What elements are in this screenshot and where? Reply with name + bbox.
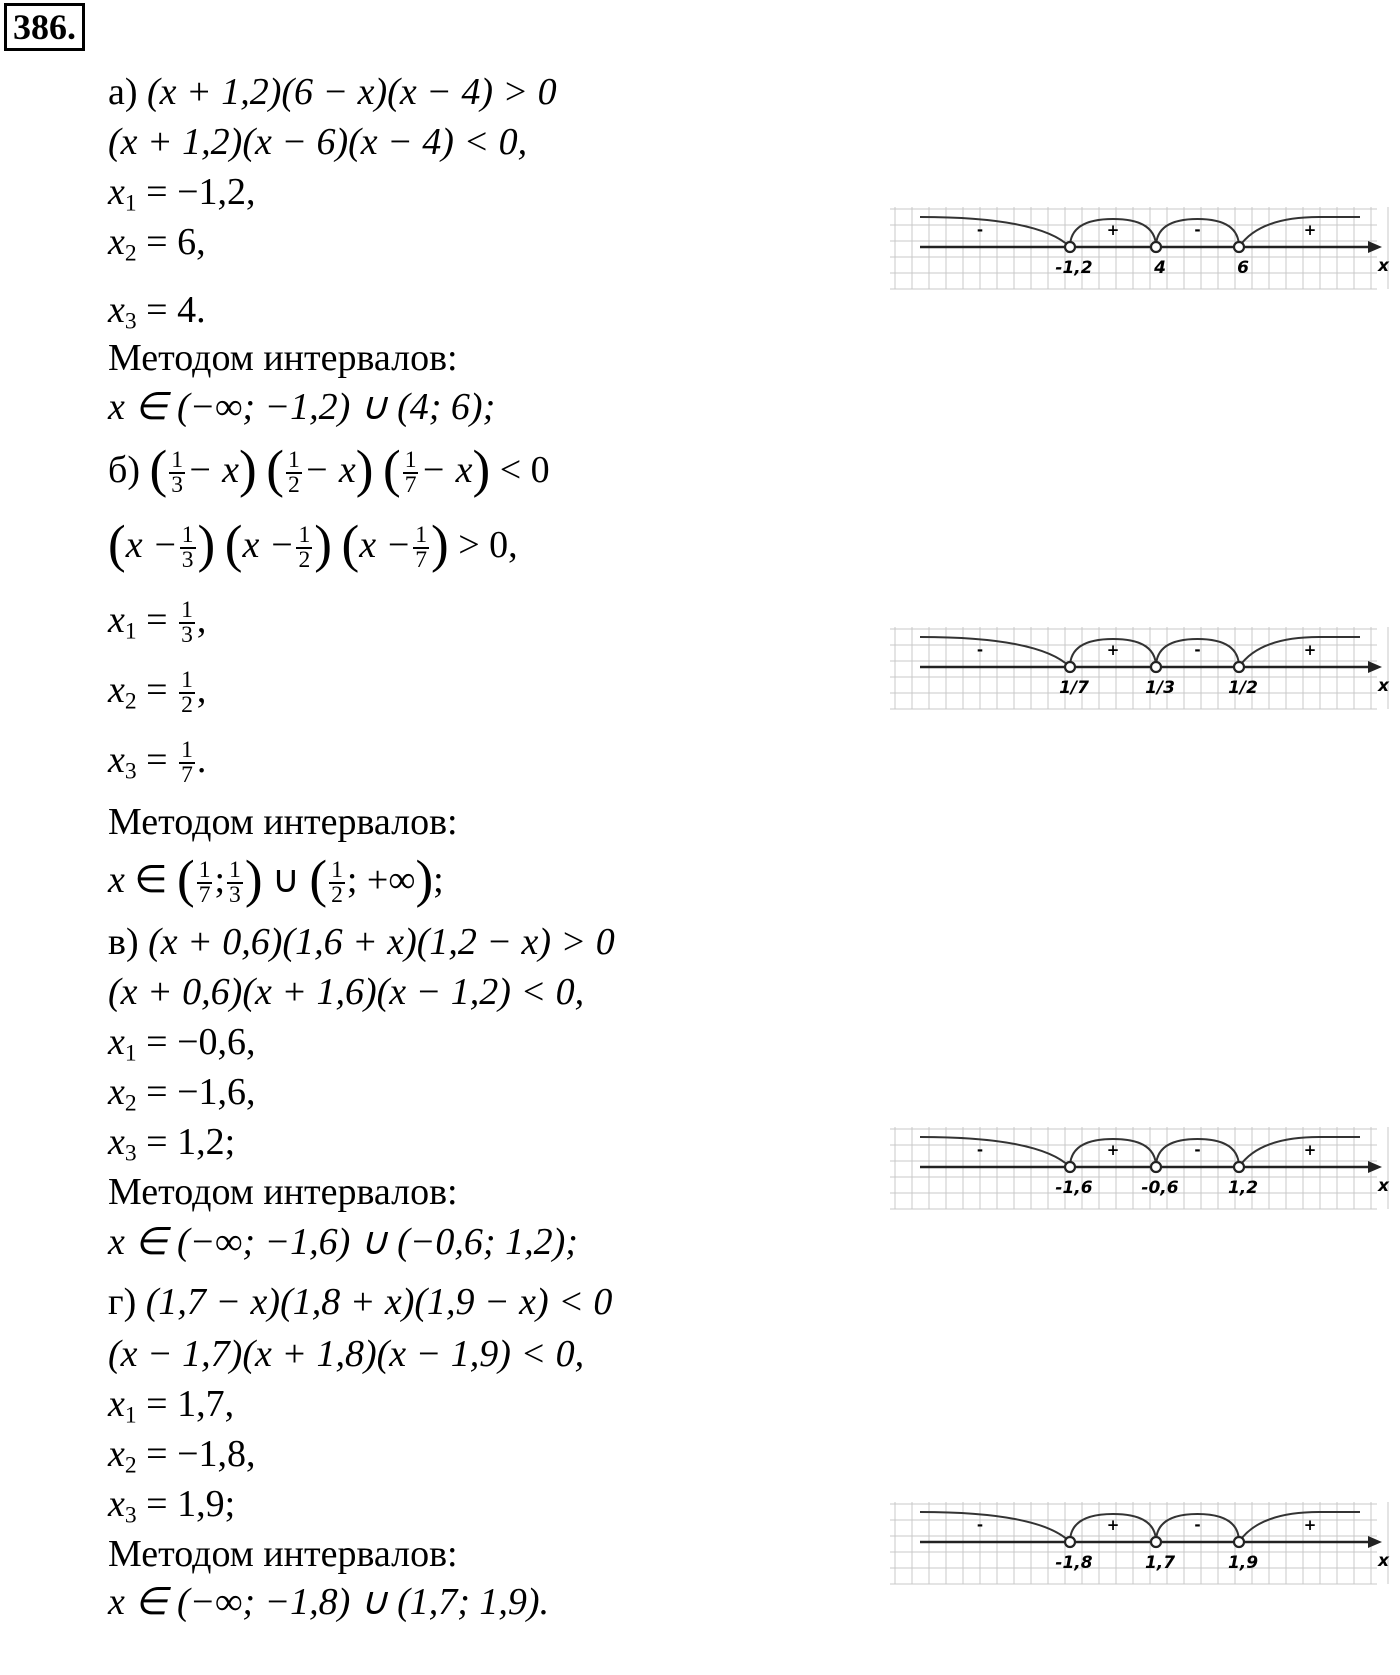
interval-sign: + [1106,221,1120,239]
part-b-root-1: $x_1$ = $\frac{1}{3}$ , [108,596,207,649]
root-point [1065,1162,1075,1172]
interval-chart-svg [890,625,1395,715]
tick-label: 1,9 [1227,1553,1259,1573]
part-a-answer: x ∈ (−∞; −1,2) ∪ (4; 6); [108,386,496,428]
interval-sign: + [1303,221,1317,239]
axis-arrow [1368,661,1382,673]
root-point [1151,242,1161,252]
part-g-ineq2: (x − 1,7)(x + 1,8)(x − 1,9) < 0, [108,1333,585,1375]
interval-sign: - [976,1516,984,1534]
sign-arc [1239,1512,1360,1542]
interval-chart-v [890,1125,1400,1217]
root-point [1065,1537,1075,1547]
interval-sign: - [1194,1141,1201,1159]
part-a-ineq: (x + 1,2)(6 − x)(x − 4) > 0 [147,71,557,113]
root-point [1151,1162,1161,1172]
part-a-label: а) [108,71,138,113]
part-b-root-2: $x_2$ = $\frac{1}{2}$ , [108,666,207,719]
tick-label: 1,7 [1144,1553,1176,1573]
interval-sign: - [1194,1516,1201,1534]
interval-sign: - [1194,641,1201,659]
tick-label: -1,8 [1055,1553,1093,1573]
tick-label: 6 [1237,258,1249,278]
part-a-root-1: $x_1 = -1,2$, [108,171,256,217]
tick-label: 1/3 [1145,678,1175,698]
root-point [1065,242,1075,252]
tick-label: 4 [1154,258,1166,278]
part-b-answer: x ∈ ( $\frac{1}{7}$ ; $\frac{1}{3}$ ) ∪ ( $\frac{1}{2}$ ; +∞); [108,849,444,909]
axis-arrow [1368,1161,1382,1173]
interval-chart-b [890,625,1400,717]
root-point [1234,1537,1244,1547]
axis-label: x [1378,1551,1389,1571]
part-v-root-1: $x_1 = -0,6$, [108,1021,256,1067]
interval-sign: - [1194,221,1201,239]
root-point [1065,662,1075,672]
interval-sign: + [1106,641,1120,659]
interval-sign: - [976,221,984,239]
part-a-method: Методом интервалов: [108,337,458,379]
axis-label: x [1378,676,1389,696]
tick-label: 1,2 [1227,1178,1259,1198]
part-b-root-3: $x_3$ = $\frac{1}{7}$ . [108,736,207,789]
tick-label: 1/2 [1228,678,1258,698]
tick-label: 1/7 [1059,678,1089,698]
part-v-root-3: $x_3 = 1,2$; [108,1121,236,1167]
root-point [1234,662,1244,672]
interval-sign: + [1303,1516,1317,1534]
interval-sign: + [1106,1141,1120,1159]
part-a-inequality [108,70,557,114]
sign-arc [1239,637,1360,667]
interval-chart-g [890,1500,1400,1592]
interval-chart-svg [890,1500,1395,1590]
part-a-ineq2: (x + 1,2)(x − 6)(x − 4) < 0, [108,121,528,163]
part-g-root-3: $x_3 = 1,9$; [108,1483,236,1529]
part-v-root-2: $x_2 = -1,6$, [108,1071,256,1117]
part-b-method: Методом интервалов: [108,801,458,843]
part-a-root-2: $x_2 = 6$, [108,221,206,267]
root-point [1151,662,1161,672]
part-g-inequality: г) (1,7 − x)(1,8 + x)(1,9 − x) < 0 [108,1281,613,1323]
interval-sign: + [1303,641,1317,659]
interval-sign: + [1106,1516,1120,1534]
axis-label: x [1378,1176,1389,1196]
part-g-method: Методом интервалов: [108,1533,458,1575]
tick-label: -1,2 [1055,258,1093,278]
part-g-root-1: $x_1 = 1,7$, [108,1383,235,1429]
interval-sign: - [976,1141,984,1159]
part-b-inequality: б) ( $\frac{1}{3}$ − x) ( $\frac{1}{2}$ − x) ( $\frac{1}{7}$ − x) < 0 [108,439,550,499]
root-point [1234,1162,1244,1172]
part-v-inequality: в) (x + 0,6)(1,6 + x)(1,2 − x) > 0 [108,921,615,963]
part-v-method: Методом интервалов: [108,1171,458,1213]
interval-chart-svg [890,205,1395,295]
part-v-ineq2: (x + 0,6)(x + 1,6)(x − 1,2) < 0, [108,971,585,1013]
sign-arc [1239,217,1360,247]
sign-arc [1239,1137,1360,1167]
part-g-answer: x ∈ (−∞; −1,8) ∪ (1,7; 1,9). [108,1581,550,1623]
interval-chart-svg [890,1125,1395,1215]
axis-label: x [1378,256,1389,276]
part-b-ineq2: (x − $\frac{1}{3}$ ) (x − $\frac{1}{2}$ ) (x − $\frac{1}{7}$ ) > 0, [108,514,518,574]
interval-sign: - [976,641,984,659]
root-point [1234,242,1244,252]
part-v-answer: x ∈ (−∞; −1,6) ∪ (−0,6; 1,2); [108,1221,578,1263]
axis-arrow [1368,241,1382,253]
interval-sign: + [1303,1141,1317,1159]
root-point [1151,1537,1161,1547]
tick-label: -0,6 [1141,1178,1179,1198]
problem-number: 386. [4,3,85,51]
axis-arrow [1368,1536,1382,1548]
part-a-root-3: $x_3 = 4$. [108,289,206,335]
part-g-root-2: $x_2 = -1,8$, [108,1433,256,1479]
tick-label: -1,6 [1055,1178,1093,1198]
interval-chart-a [890,205,1400,297]
